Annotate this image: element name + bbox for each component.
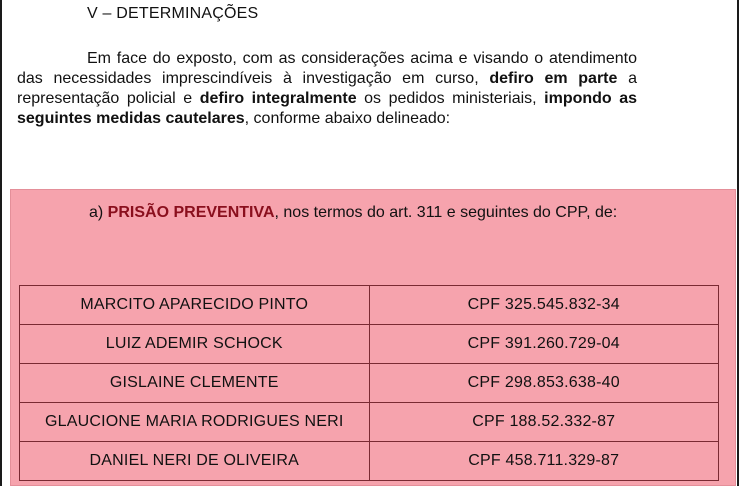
paragraph-bold-2: defiro integralmente [199, 90, 357, 107]
paragraph-text-2: a representação policial e [17, 70, 638, 107]
person-name: GLAUCIONE MARIA RODRIGUES NERI [20, 403, 370, 442]
paragraph-bold-3: impondo as seguintes medidas cautelares [17, 90, 638, 127]
paragraph-bold-1: defiro em parte [489, 70, 618, 87]
paragraph-text-4: , conforme abaixo delineado: [244, 110, 451, 127]
table-row [20, 442, 719, 481]
determinations-paragraph [17, 49, 637, 129]
person-cpf: CPF 188.52.332-87 [369, 403, 719, 442]
person-name: MARCITO APARECIDO PINTO [20, 286, 370, 325]
person-cpf: CPF 458.711.329-87 [369, 442, 719, 481]
table-row [20, 364, 719, 403]
table-row [20, 286, 719, 325]
item-a-paragraph [17, 203, 637, 223]
section-heading: V – DETERMINAÇÕES [87, 5, 259, 22]
table-row [20, 403, 719, 442]
person-name: DANIEL NERI DE OLIVEIRA [20, 442, 370, 481]
item-a-rest: , nos termos do art. 311 e seguintes do CPP, de: [274, 204, 618, 221]
item-a-prefix: a) [89, 204, 108, 221]
person-name: GISLAINE CLEMENTE [20, 364, 370, 403]
person-cpf: CPF 298.853.638-40 [369, 364, 719, 403]
persons-table [19, 285, 719, 481]
table-row [20, 325, 719, 364]
person-cpf: CPF 391.260.729-04 [369, 325, 719, 364]
person-name: LUIZ ADEMIR SCHOCK [20, 325, 370, 364]
paragraph-text-1: Em face do exposto, com as considerações acima e visando o atendimento das necessidades imprescindíveis à investigação em curso, [17, 50, 637, 87]
paragraph-text-3: os pedidos ministeriais, [356, 90, 545, 107]
item-a-title: PRISÃO PREVENTIVA [107, 204, 275, 221]
person-cpf: CPF 325.545.832-34 [369, 286, 719, 325]
